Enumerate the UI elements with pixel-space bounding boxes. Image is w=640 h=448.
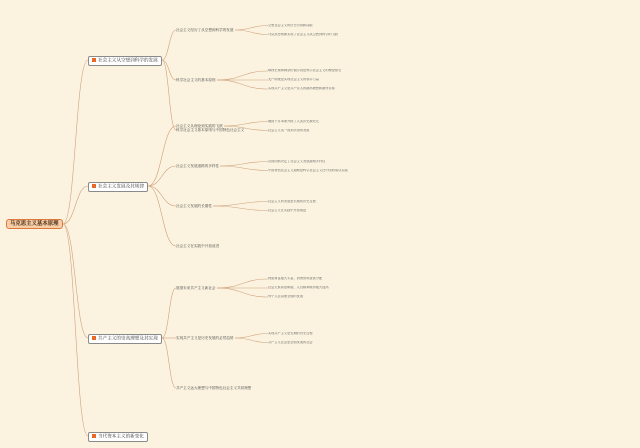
link-topic-1-1-sub-0 xyxy=(220,162,268,167)
subtopic-node-2-0-1[interactable] xyxy=(268,286,329,290)
topic-node-1-1-label: 社会主义发展道路的多样性 xyxy=(176,164,220,168)
subtopic-node-1-2-0-label: 社会主义的发展是长期的历史过程 xyxy=(268,199,316,203)
section-node-1-label: 社会主义发展及其规律 xyxy=(98,184,144,190)
section-node-3[interactable] xyxy=(88,432,148,442)
topic-node-2-2[interactable] xyxy=(176,386,251,390)
subtopic-node-0-1-0-label: 唯物史观和剩余价值学说是科学社会主义的理论基石 xyxy=(268,69,342,72)
link-section-2-topic-2 xyxy=(162,338,176,388)
section-node-0[interactable] xyxy=(88,56,162,66)
root-node[interactable]: 马克思主义基本原理 xyxy=(6,219,63,229)
section-node-3-label: 当代资本主义的新变化 xyxy=(98,434,144,440)
topic-node-1-2-label: 社会主义发展的长期性 xyxy=(176,204,212,208)
subtopic-node-0-0-0[interactable] xyxy=(268,24,313,28)
topic-node-1-3-label: 社会主义在实践中开拓前进 xyxy=(176,244,220,248)
topic-node-1-0-label: 社会主义从理论到实践的飞跃 xyxy=(176,124,223,128)
subtopic-node-1-2-1-label: 社会主义在实践中开拓前进 xyxy=(268,208,307,212)
section-node-1[interactable] xyxy=(88,182,148,192)
subtopic-node-0-0-1[interactable] xyxy=(268,33,338,37)
link-topic-0-0-sub-0 xyxy=(235,26,268,31)
subtopic-node-0-1-0[interactable] xyxy=(268,69,341,73)
topic-node-1-0[interactable] xyxy=(176,124,223,128)
link-topic-1-2-sub-0 xyxy=(213,202,268,207)
topic-node-1-1[interactable] xyxy=(176,164,219,168)
branch-marker-icon xyxy=(92,434,96,438)
subtopic-node-2-0-2-label: 每个人自由而全面的发展 xyxy=(268,295,304,298)
topic-node-0-0[interactable] xyxy=(176,28,234,32)
subtopic-node-1-1-1[interactable] xyxy=(268,169,348,173)
subtopic-node-1-0-1-label: 社会主义从一国到多国的发展 xyxy=(268,128,310,132)
subtopic-node-1-1-1-label: 中国特色社会主义道路是科学社会主义在中国的成功实践 xyxy=(268,168,348,172)
topic-node-2-2-label: 共产主义远大理想与中国特色社会主义共同理想 xyxy=(176,386,252,390)
link-topic-1-1-sub-1 xyxy=(220,166,268,171)
link-root-section-0 xyxy=(63,60,88,224)
subtopic-node-2-1-1-label: 共产主义社会是全面发展的社会 xyxy=(268,340,313,344)
link-section-1-topic-0 xyxy=(148,126,176,186)
subtopic-node-1-1-0-label: 各国国情决定了社会主义发展道路多样性 xyxy=(268,159,326,163)
link-topic-2-0-sub-0 xyxy=(217,279,268,288)
topic-node-2-1[interactable] xyxy=(176,336,234,340)
branch-marker-icon xyxy=(92,184,96,188)
subtopic-node-0-0-1-label: 马克思恩格斯实现了社会主义从空想到科学的飞跃 xyxy=(268,32,339,36)
topic-node-2-0-label: 展望未来共产主义新社会 xyxy=(176,286,216,290)
subtopic-node-2-1-0[interactable] xyxy=(268,332,313,336)
link-topic-2-1-sub-1 xyxy=(235,338,268,343)
subtopic-node-2-1-1[interactable] xyxy=(268,341,313,345)
subtopic-node-2-0-0-label: 物质财富极大丰富，消费资料按需分配 xyxy=(268,277,323,280)
link-root-section-3 xyxy=(63,224,88,436)
topic-node-2-1-label: 实现共产主义是历史发展的必然趋势 xyxy=(176,336,234,340)
link-topic-2-1-sub-0 xyxy=(235,334,268,339)
link-topic-0-1-sub-0 xyxy=(217,71,268,80)
link-topic-2-0-sub-2 xyxy=(217,288,268,297)
subtopic-node-1-2-0[interactable] xyxy=(268,200,316,204)
topic-node-0-1[interactable] xyxy=(176,78,216,82)
section-node-2-label: 共产主义的崇高理想及其实现 xyxy=(98,336,158,342)
link-section-1-topic-2 xyxy=(148,186,176,206)
section-node-2[interactable] xyxy=(88,334,162,344)
link-section-1-topic-1 xyxy=(148,166,176,186)
link-topic-0-1-sub-2 xyxy=(217,80,268,89)
subtopic-node-1-0-1[interactable] xyxy=(268,129,309,133)
subtopic-node-0-1-2[interactable] xyxy=(268,87,335,91)
section-node-0-label: 社会主义从空想到科学的发展 xyxy=(98,58,158,64)
link-root-section-2 xyxy=(63,224,88,338)
subtopic-node-1-1-0[interactable] xyxy=(268,160,325,164)
topic-node-0-2-label: 科学社会主义基本原则与中国特色社会主义 xyxy=(176,128,245,132)
subtopic-node-0-1-2-label: 实现共产主义是共产党人的最高理想和最终目标 xyxy=(268,87,335,90)
link-topic-0-0-sub-1 xyxy=(235,30,268,35)
topic-node-1-3[interactable] xyxy=(176,244,219,248)
subtopic-node-1-0-0[interactable] xyxy=(268,120,319,124)
subtopic-node-2-0-0[interactable] xyxy=(268,277,322,281)
subtopic-node-1-0-0-label: 俄国十月革命开辟了人类历史新纪元 xyxy=(268,119,319,123)
topic-node-1-2[interactable] xyxy=(176,204,212,208)
subtopic-node-0-0-0-label: 空想社会主义的历史功绩和局限 xyxy=(268,23,313,27)
subtopic-node-2-0-2[interactable] xyxy=(268,295,303,299)
branch-marker-icon xyxy=(92,336,96,340)
topic-node-2-0[interactable] xyxy=(176,286,216,290)
link-topic-1-0-sub-0 xyxy=(224,122,268,127)
subtopic-node-1-2-1[interactable] xyxy=(268,209,306,213)
link-section-0-topic-0 xyxy=(162,30,176,60)
subtopic-node-0-1-1-label: 无产阶级是实现社会主义的领导力量 xyxy=(268,78,319,81)
branch-marker-icon xyxy=(92,58,96,62)
topic-node-0-0-label: 社会主义经历了从空想到科学的发展 xyxy=(176,28,234,32)
topic-node-0-2[interactable] xyxy=(176,128,244,132)
link-section-1-topic-3 xyxy=(148,186,176,246)
topic-node-0-1-label: 科学社会主义的基本原则 xyxy=(176,78,216,82)
subtopic-node-0-1-1[interactable] xyxy=(268,78,319,82)
subtopic-node-2-1-0-label: 实现共产主义是长期的历史过程 xyxy=(268,331,313,335)
link-section-2-topic-0 xyxy=(162,288,176,338)
subtopic-node-2-0-1-label: 社会关系高度和谐，人们精神境界极大提高 xyxy=(268,286,329,289)
link-topic-1-2-sub-1 xyxy=(213,206,268,211)
